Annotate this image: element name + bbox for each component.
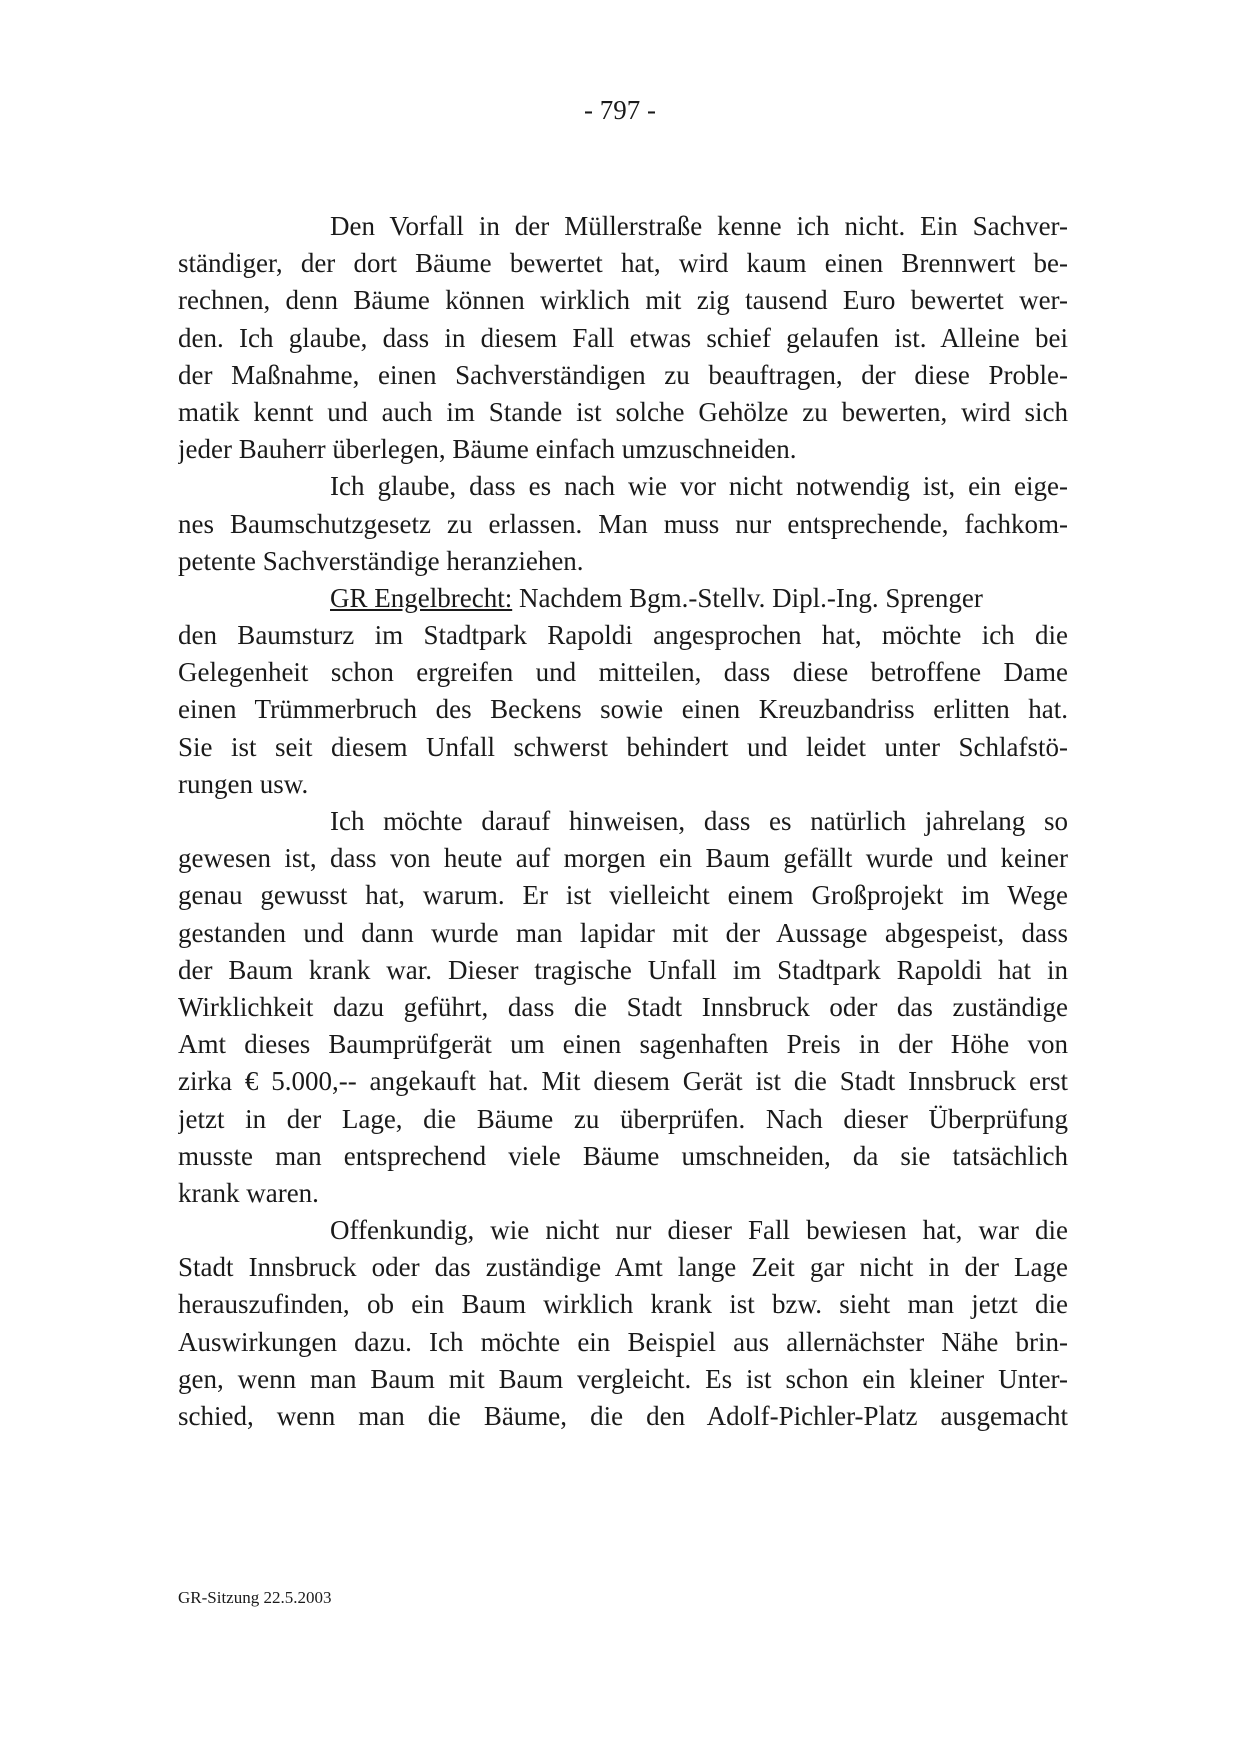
text-line: gestanden und dann wurde man lapidar mit der Aussage abgespeist, dass [178,917,1068,948]
text-line: zirka € 5.000,-- angekauft hat. Mit diesem Gerät ist die Stadt Innsbruck erst [178,1066,1068,1097]
text-line: Offenkundig, wie nicht nur dieser Fall bewiesen hat, war die [330,1215,1068,1246]
text-line: einen Trümmerbruch des Beckens sowie einen Kreuzbandriss erlitten hat. [178,694,1068,725]
text-line: schied, wenn man die Bäume, die den Adolf-Pichler-Platz ausgemacht [178,1401,1068,1431]
text-line: Amt dieses Baumprüfgerät um einen sagenhaften Preis in der Höhe von [178,1029,1068,1060]
text-line: ständiger, der dort Bäume bewertet hat, wird kaum einen Brennwert be- [178,248,1068,279]
text-line: Sie ist seit diesem Unfall schwerst behindert und leidet unter Schlafstö- [178,731,1068,762]
page-footer: GR-Sitzung 22.5.2003 [178,1588,332,1607]
text-line: nes Baumschutzgesetz zu erlassen. Man muss nur entsprechende, fachkom- [178,508,1068,539]
text-line: der Maßnahme, einen Sachverständigen zu beauftragen, der diese Proble- [178,359,1068,390]
paragraph-3 [178,580,1068,803]
text-line: Ich glaube, dass es nach wie vor nicht notwendig ist, ein eige- [330,471,1068,502]
text-line: Auswirkungen dazu. Ich möchte ein Beispiel aus allernächster Nähe brin- [178,1326,1068,1357]
text-line: rechnen, denn Bäume können wirklich mit zig tausend Euro bewertet wer- [178,285,1068,316]
text-line: petente Sachverständige heranziehen. [178,545,584,576]
text-line: Gelegenheit schon ergreifen und mitteilen, dass diese betroffene Dame [178,657,1068,688]
text-line: der Baum krank war. Dieser tragische Unfall im Stadtpark Rapoldi hat in [178,954,1068,985]
text-line: gewesen ist, dass von heute auf morgen ein Baum gefällt wurde und keiner [178,843,1068,874]
text-line: Ich möchte darauf hinweisen, dass es natürlich jahrelang so [330,806,1068,836]
text-line: Den Vorfall in der Müllerstraße kenne ich nicht. Ein Sachver- [330,211,1068,241]
text-line: rungen usw. [178,768,309,799]
text-line: jetzt in der Lage, die Bäume zu überprüfen. Nach dieser Überprüfung [178,1103,1068,1134]
page-number: - 797 - [584,95,656,125]
text-line: gen, wenn man Baum mit Baum vergleicht. Es ist schon ein kleiner Unter- [178,1363,1068,1394]
speaker-line [178,580,1068,617]
paragraph-5 [178,1212,1068,1435]
text-line: den. Ich glaube, dass in diesem Fall etwas schief gelaufen ist. Alleine bei [178,322,1068,353]
text-line: krank waren. [178,1177,319,1208]
text-line: matik kennt und auch im Stande ist solche Gehölze zu bewerten, wird sich [178,396,1068,427]
text-line: Stadt Innsbruck oder das zuständige Amt lange Zeit gar nicht in der Lage [178,1252,1068,1283]
text-line: genau gewusst hat, warum. Er ist vielleicht einem Großprojekt im Wege [178,880,1068,911]
text-line: den Baumsturz im Stadtpark Rapoldi angesprochen hat, möchte ich die [178,620,1068,651]
text-line: herauszufinden, ob ein Baum wirklich krank ist bzw. sieht man jetzt die [178,1289,1068,1320]
paragraph-1 [178,208,1068,468]
body-text [178,208,1068,1435]
text-line: jeder Bauherr überlegen, Bäume einfach umzuschneiden. [178,434,797,465]
paragraph-2 [178,468,1068,580]
speaker-line-text: Nachdem Bgm.-Stellv. Dipl.-Ing. Sprenger [512,582,983,613]
text-line: musste man entsprechend viele Bäume umschneiden, da sie tatsächlich [178,1140,1068,1171]
paragraph-4 [178,803,1068,1212]
speaker-name: GR Engelbrecht: [330,582,513,613]
text-line: Wirklichkeit dazu geführt, dass die Stadt Innsbruck oder das zuständige [178,991,1068,1022]
